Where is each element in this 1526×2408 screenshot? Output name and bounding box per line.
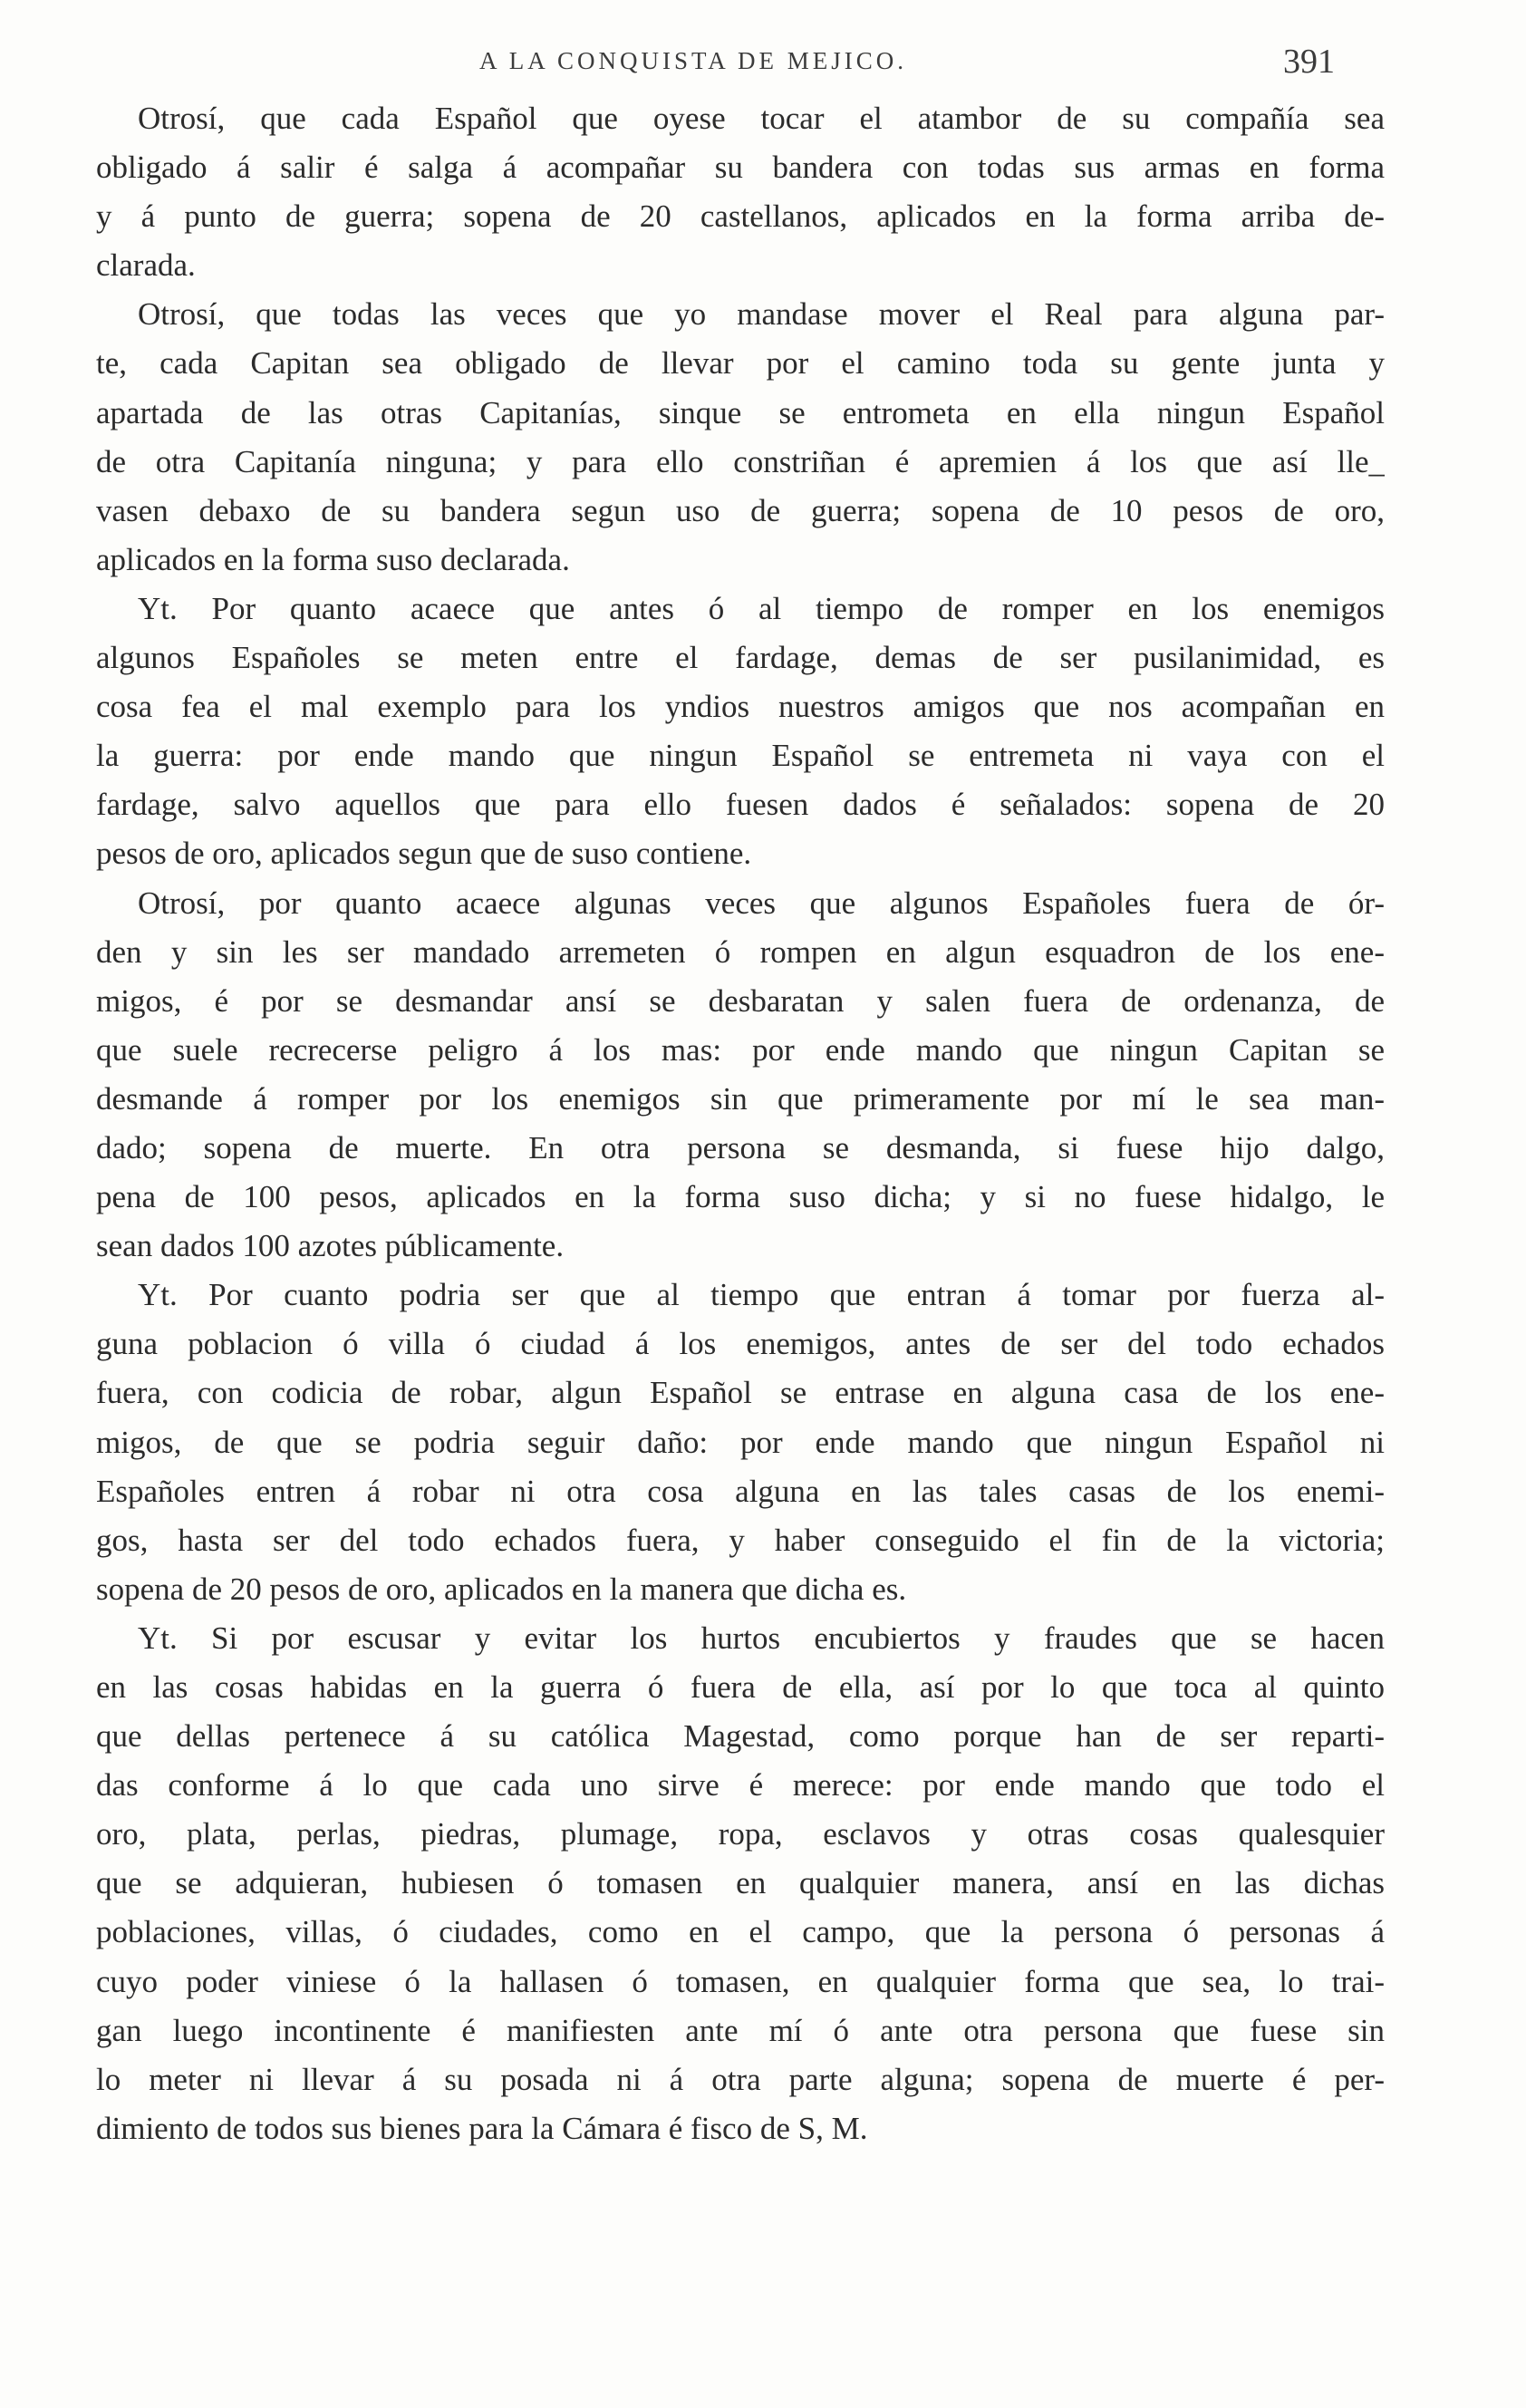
paragraph	[96, 1614, 1385, 2153]
text-line: te, cada Capitan sea obligado de llevar por el camino toda su gente junta y	[96, 345, 1385, 382]
text-line: que suele recrecerse peligro á los mas: por ende mando que ningun Capitan se	[96, 1031, 1385, 1068]
text-line: en las cosas habidas en la guerra ó fuera de ella, así por lo que toca al quinto	[96, 1669, 1385, 1705]
text-line: y á punto de guerra; sopena de 20 castellanos, aplicados en la forma arriba de-	[96, 198, 1385, 235]
text-line: gan luego incontinente é manifiesten ante mí ó ante otra persona que fuese sin	[96, 2012, 1385, 2048]
text-line: sopena de 20 pesos de oro, aplicados en la manera que dicha es.	[96, 1571, 907, 1607]
text-line: que dellas pertenece á su católica Magestad, como porque han de ser reparti-	[96, 1718, 1385, 1755]
text-line: migos, de que se podria seguir daño: por ende mando que ningun Español ni	[96, 1424, 1385, 1460]
text-line: Otrosí, que todas las veces que yo mandase mover el Real para alguna par-	[138, 296, 1385, 333]
text-line: migos, é por se desmandar ansí se desbaratan y salen fuera de ordenanza, de	[96, 982, 1385, 1019]
paragraph	[96, 290, 1385, 585]
text-line: algunos Españoles se meten entre el fardage, demas de ser pusilanimidad, es	[96, 640, 1385, 676]
text-line: den y sin les ser mandado arremeten ó rompen en algun esquadron de los ene-	[96, 933, 1385, 970]
text-line: sean dados 100 azotes públicamente.	[96, 1228, 565, 1264]
page-number: 391	[1283, 43, 1335, 81]
text-line: Otrosí, por quanto acaece algunas veces que algunos Españoles fuera de ór-	[138, 885, 1385, 921]
text-line: guna poblacion ó villa ó ciudad á los enemigos, antes de ser del todo echados	[96, 1326, 1385, 1362]
text-line: Yt. Por cuanto podria ser que al tiempo que entran á tomar por fuerza al-	[138, 1277, 1385, 1313]
text-line: clarada.	[96, 247, 196, 284]
text-line: Yt. Si por escusar y evitar los hurtos encubiertos y fraudes que se hacen	[138, 1620, 1385, 1656]
paragraph	[96, 585, 1385, 879]
text-line: Otrosí, que cada Español que oyese tocar el atambor de su compañía sea	[138, 101, 1385, 136]
paragraph	[96, 879, 1385, 1272]
text-line: Yt. Por quanto acaece que antes ó al tiempo de romper en los enemigos	[138, 590, 1385, 626]
text-line: la guerra: por ende mando que ningun Español se entremeta ni vaya con el	[96, 738, 1385, 774]
text-line: lo meter ni llevar á su posada ni á otra parte alguna; sopena de muerte é per-	[96, 2061, 1385, 2097]
text-line: vasen debaxo de su bandera segun uso de guerra; sopena de 10 pesos de oro,	[96, 492, 1385, 528]
text-line: de otra Capitanía ninguna; y para ello constriñan é apremien á los que así lle_	[96, 443, 1385, 479]
text-line: Españoles entren á robar ni otra cosa alguna en las tales casas de los enemi-	[96, 1473, 1385, 1509]
text-line: cosa fea el mal exemplo para los yndios nuestros amigos que nos acompañan en	[96, 689, 1385, 725]
text-line: obligado á salir é salga á acompañar su bandera con todas sus armas en forma	[96, 150, 1385, 186]
text-line: dimiento de todos sus bienes para la Cámara é fisco de S, M.	[96, 2110, 868, 2146]
running-title: A LA CONQUISTA DE MEJICO.	[478, 47, 908, 74]
text-line: pena de 100 pesos, aplicados en la forma suso dicha; y si no fuese hidalgo, le	[96, 1179, 1385, 1215]
text-line: cuyo poder viniese ó la hallasen ó tomasen, en qualquier forma que sea, lo trai-	[96, 1963, 1385, 1999]
text-line: pesos de oro, aplicados segun que de suso contiene.	[96, 836, 752, 872]
text-line: oro, plata, perlas, piedras, plumage, ropa, esclavos y otras cosas qualesquier	[96, 1816, 1385, 1852]
running-header	[0, 43, 1526, 92]
text-line: fuera, con codicia de robar, algun Español se entrase en alguna casa de los ene-	[96, 1375, 1385, 1411]
paragraph	[96, 94, 1385, 290]
text-line: dado; sopena de muerte. En otra persona se desmanda, si fuese hijo dalgo,	[96, 1129, 1385, 1165]
text-line: fardage, salvo aquellos que para ello fuesen dados é señalados: sopena de 20	[96, 787, 1385, 823]
text-line: das conforme á lo que cada uno sirve é merece: por ende mando que todo el	[96, 1767, 1385, 1804]
text-line: apartada de las otras Capitanías, sinque se entrometa en ella ningun Español	[96, 394, 1385, 430]
text-line: gos, hasta ser del todo echados fuera, y haber conseguido el fin de la victoria;	[96, 1522, 1385, 1558]
paragraph	[96, 1271, 1385, 1614]
text-line: desmande á romper por los enemigos sin que primeramente por mí le sea man-	[96, 1080, 1385, 1117]
body-text	[96, 94, 1385, 2153]
text-line: que se adquieran, hubiesen ó tomasen en qualquier manera, ansí en las dichas	[96, 1865, 1385, 1901]
text-line: poblaciones, villas, ó ciudades, como en el campo, que la persona ó personas á	[96, 1914, 1385, 1950]
text-line: aplicados en la forma suso declarada.	[96, 541, 570, 577]
